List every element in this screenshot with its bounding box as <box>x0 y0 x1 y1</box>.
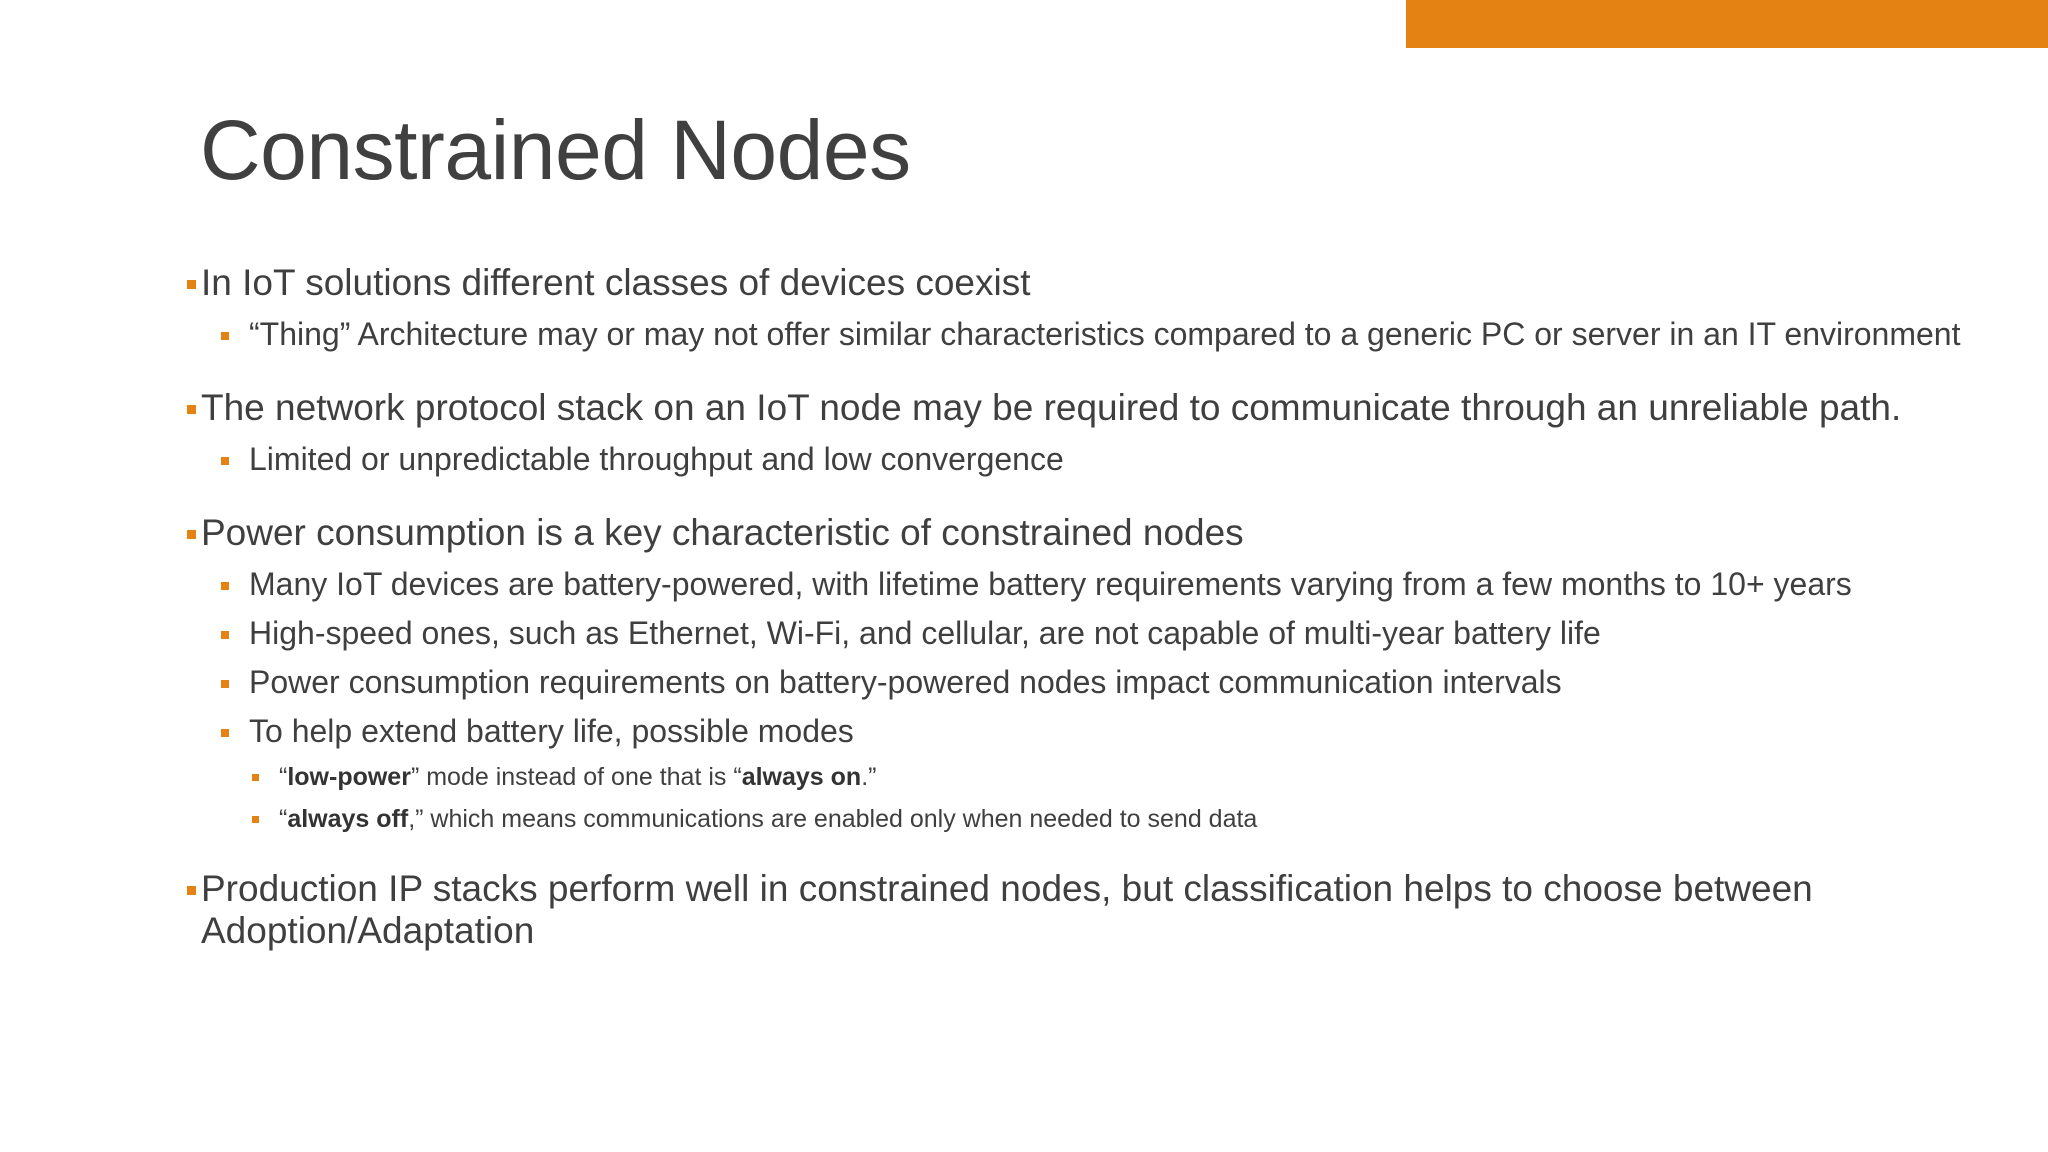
square-bullet-icon <box>252 774 259 781</box>
square-bullet-icon <box>221 332 229 340</box>
bullet-text: Power consumption is a key characteristic of constrained nodes <box>201 512 1244 553</box>
square-bullet-icon <box>221 582 229 590</box>
sub-bullet-text: To help extend battery life, possible modes <box>249 713 854 749</box>
sub-bullet-text: Many IoT devices are battery-powered, with lifetime battery requirements varying from a few months to 10+ years <box>249 566 1852 602</box>
mode-text-mid: ,” which means communications are enabled only when needed to send data <box>408 805 1258 833</box>
square-bullet-icon <box>221 680 229 688</box>
sub-sub-bullet-item-3-4-2 <box>183 804 1973 834</box>
sub-bullet-text: Limited or unpredictable throughput and low convergence <box>249 441 1064 477</box>
square-bullet-icon <box>187 886 196 895</box>
sub-bullet-item-3-3 <box>183 664 1973 701</box>
square-bullet-icon <box>221 457 229 465</box>
sub-bullet-item-3-2 <box>183 615 1973 652</box>
sub-bullet-item-1-1 <box>183 316 1973 353</box>
sub-bullet-item-2-1 <box>183 441 1973 478</box>
square-bullet-icon <box>187 405 196 414</box>
mode-text-post: .” <box>861 763 877 791</box>
mode-always-off: always off <box>287 805 409 833</box>
sub-bullet-text: Power consumption requirements on battery-powered nodes impact communication intervals <box>249 664 1562 700</box>
square-bullet-icon <box>252 816 259 823</box>
mode-text-mid: ” mode instead of one that is “ <box>410 763 742 791</box>
mode-text-pre: “ <box>279 763 288 791</box>
sub-bullet-item-3-4 <box>183 713 1973 750</box>
bullet-item-3 <box>183 512 1973 554</box>
bullet-item-2 <box>183 387 1973 429</box>
sub-bullet-text: High-speed ones, such as Ethernet, Wi-Fi, and cellular, are not capable of multi-year battery life <box>249 615 1601 651</box>
square-bullet-icon <box>221 729 229 737</box>
sub-bullet-text: “Thing” Architecture may or may not offer similar characteristics compared to a generic PC or server in an IT environment <box>249 316 1961 352</box>
bullet-text: Production IP stacks perform well in constrained nodes, but classification helps to choose between Adoption/Adaptation <box>201 868 1813 951</box>
square-bullet-icon <box>221 631 229 639</box>
mode-always-on: always on <box>741 763 862 791</box>
bullet-item-1 <box>183 262 1973 304</box>
square-bullet-icon <box>187 530 196 539</box>
sub-sub-bullet-item-3-4-1 <box>183 762 1973 792</box>
bullet-text: In IoT solutions different classes of devices coexist <box>201 262 1031 303</box>
bullet-list <box>183 262 1973 952</box>
slide-title: Constrained Nodes <box>200 103 911 197</box>
square-bullet-icon <box>187 280 196 289</box>
accent-bar <box>1406 0 2048 48</box>
bullet-text: The network protocol stack on an IoT node may be required to communicate through an unreliable path. <box>201 387 1902 428</box>
sub-bullet-item-3-1 <box>183 566 1973 603</box>
mode-text-pre: “ <box>279 805 288 833</box>
mode-low-power: low-power <box>287 763 411 791</box>
bullet-item-4 <box>183 868 1973 952</box>
